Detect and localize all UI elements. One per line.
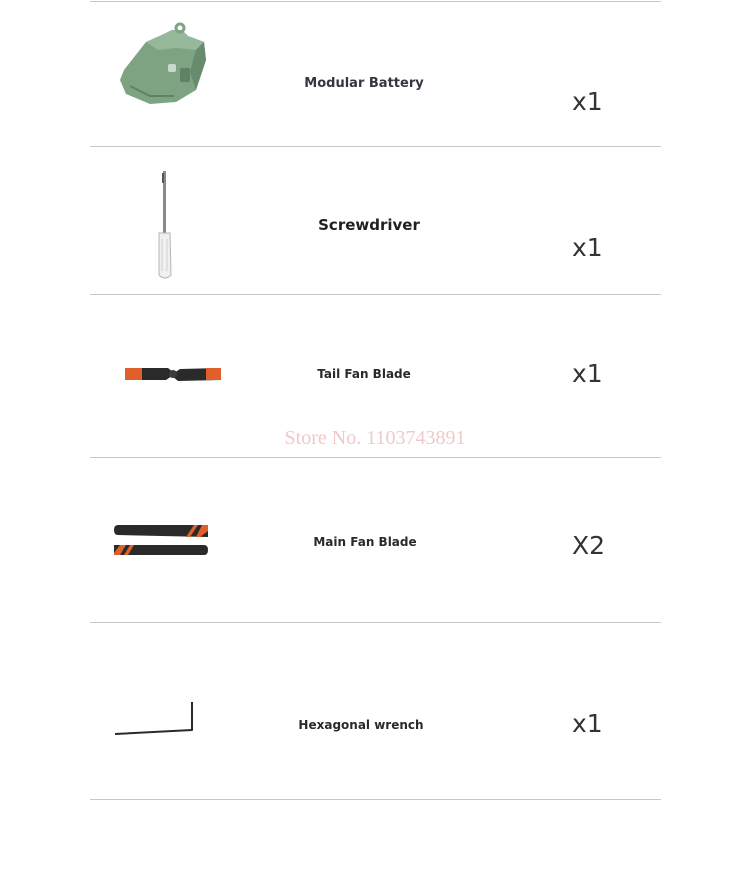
- item-name: Main Fan Blade: [313, 535, 417, 549]
- screwdriver-image: [150, 171, 180, 281]
- item-name: Modular Battery: [304, 76, 424, 91]
- item-name: Screwdriver: [318, 216, 420, 234]
- item-name: Hexagonal wrench: [298, 718, 424, 732]
- item-name: Tail Fan Blade: [317, 367, 411, 381]
- list-item: [90, 147, 661, 294]
- item-quantity: x1: [572, 87, 603, 116]
- item-quantity: x1: [572, 359, 603, 388]
- main-fan-blade-image: [112, 521, 210, 561]
- tail-fan-blade-image: [122, 362, 224, 388]
- hexagonal-wrench-image: [112, 699, 196, 739]
- list-item: [90, 458, 661, 622]
- list-item: [90, 623, 661, 799]
- store-watermark: Store No. 1103743891: [284, 427, 466, 449]
- item-quantity: x1: [572, 233, 603, 262]
- divider-bottom: [90, 799, 661, 800]
- modular-battery-image: [116, 20, 216, 116]
- list-item: [90, 2, 661, 146]
- item-quantity: X2: [572, 531, 606, 560]
- item-quantity: x1: [572, 709, 603, 738]
